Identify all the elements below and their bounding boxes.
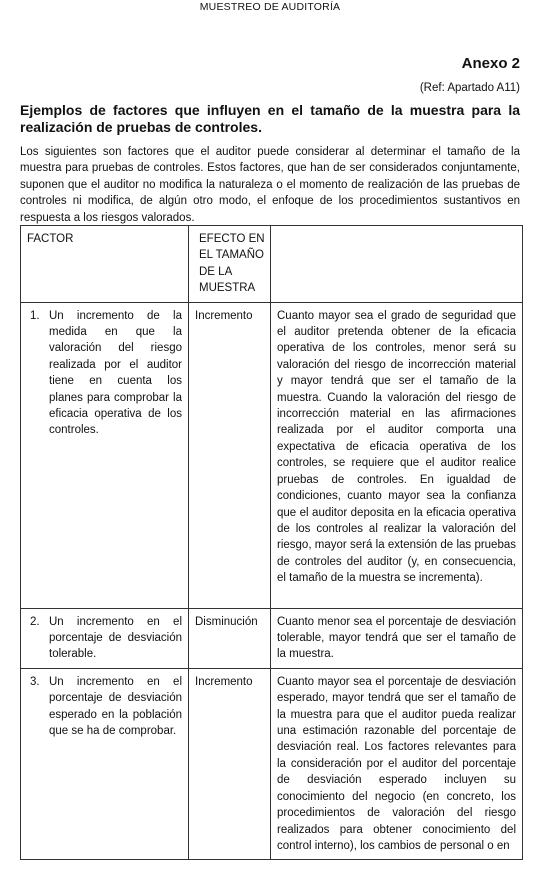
factor-text: Un incremento en el porcentaje de desviación esperado en la población que se ha de comprobar. — [49, 675, 182, 738]
annex-label: Anexo 2 — [461, 55, 520, 72]
effect-cell: Incremento — [189, 668, 271, 859]
description-cell: Cuanto menor sea el porcentaje de desviación tolerable, mayor tendrá que ser el tamaño de la muestra. — [271, 608, 523, 668]
table-row — [21, 302, 523, 608]
factor-cell — [21, 668, 189, 859]
table-header-row — [21, 226, 523, 303]
annex-reference: (Ref: Apartado A11) — [419, 82, 520, 94]
description-cell: Cuanto mayor sea el porcentaje de desviación esperado, mayor tendrá que ser el tamaño de la muestra para que el auditor pueda realizar una estimación razonable del porcentaje de desviación real. Los factores relevantes para la consideración por el auditor del porcentaje de desviación esperado incluyen su conocimiento del negocio (en concreto, los procedimientos de valoración del riesgo realizados para obtener conocimiento del control interno), los cambios de personal o en — [271, 668, 523, 859]
header-effect: EFECTO EN EL TAMAÑO DE LA MUESTRA — [189, 226, 271, 303]
effect-cell: Disminución — [189, 608, 271, 668]
factor-text: Un incremento de la medida en que la valoración del riesgo realizada por el auditor tiene en cuenta los planes para comprobar la eficacia operativa de los controles. — [49, 309, 182, 437]
effect-cell: Incremento — [189, 302, 271, 608]
header-description — [271, 226, 523, 303]
row-number: 1. — [30, 309, 40, 322]
factors-table — [20, 225, 523, 860]
description-cell: Cuanto mayor sea el grado de seguridad que el auditor pretenda obtener de la eficacia operativa de los controles, menor será su valoración del riesgo de incorrección material y mayor tendrá que ser el tamaño de la muestra. Cuando la valoración del riesgo de incorrección material en las afirmaciones realizada por el auditor comporta una expectativa de eficacia operativa de los controles, se requiere que el auditor realice pruebas de controles. En igualdad de condiciones, cuanto mayor sea la confianza que el auditor deposita en la eficacia operativa de los controles al realizar la valoración del riesgo, mayor será la extensión de las pruebas de controles del auditor (y, en consecuencia, el tamaño de la muestra se incrementa). — [271, 302, 523, 608]
intro-paragraph: Los siguientes son factores que el auditor puede considerar al determinar el tamaño de la muestra para pruebas de controles. Estos factores, que han de ser considerados conjuntamente, suponen que el auditor no modifica la naturaleza o el momento de realización de las pruebas de controles ni modifica, de algún otro modo, el enfoque de los procedimientos sustantivos en respuesta a los riesgos valorados. — [20, 146, 520, 224]
row-number: 2. — [30, 615, 40, 628]
table-row — [21, 608, 523, 668]
factor-text: Un incremento en el porcentaje de desviación tolerable. — [49, 615, 182, 661]
table-row — [21, 668, 523, 859]
running-header: MUESTREO DE AUDITORÍA — [199, 1, 341, 13]
section-title: Ejemplos de factores que influyen en el tamaño de la muestra para la realización de pruebas de controles. — [20, 102, 520, 135]
row-number: 3. — [30, 675, 40, 688]
factor-cell — [21, 608, 189, 668]
factor-cell — [21, 302, 189, 608]
header-factor: FACTOR — [21, 226, 189, 303]
